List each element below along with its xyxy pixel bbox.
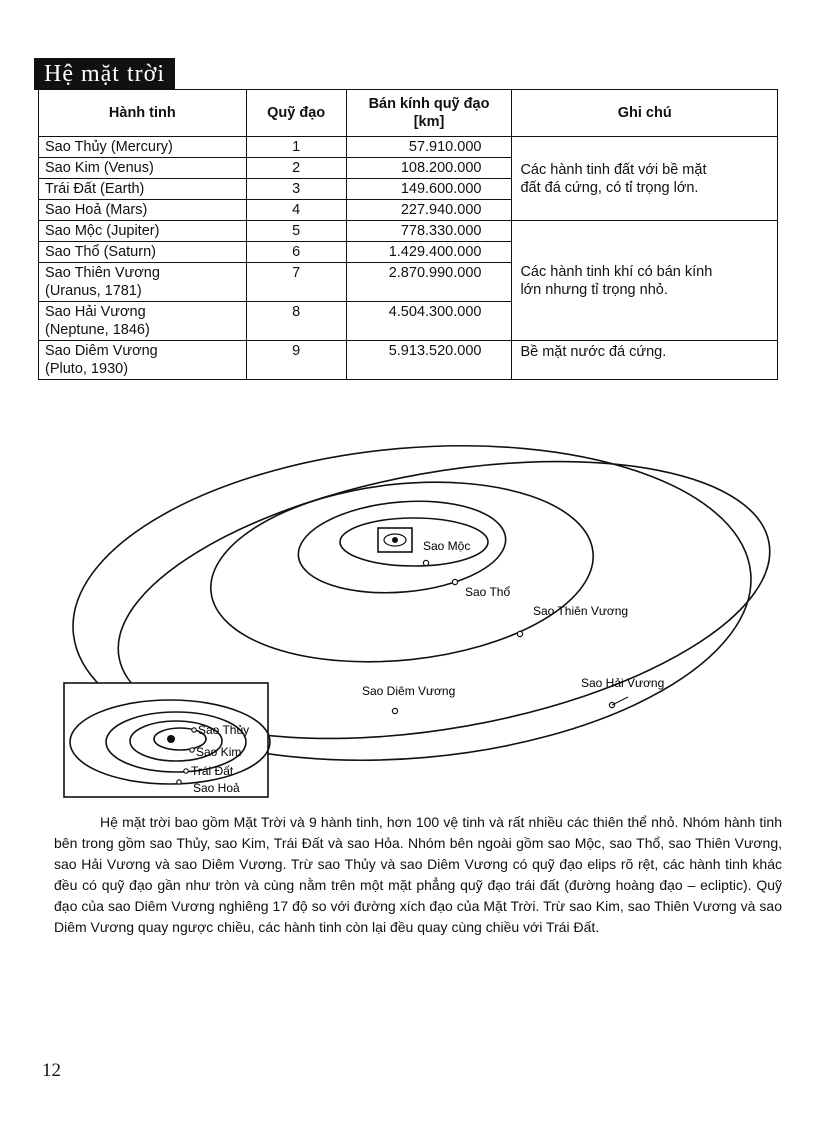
solar-system-diagram [0, 440, 816, 810]
planet-name: Sao Thổ (Saturn) [39, 242, 247, 263]
mercury-marker [192, 728, 196, 732]
body-paragraph: Hệ mặt trời bao gồm Mặt Trời và 9 hành tinh, hơn 100 vệ tinh và rất nhiều các thiên thể nhỏ. Nhóm hành tinh bên trong gồm sao Thủy, sao Kim, Trái Đất và sao Hỏa. Nhóm bên ngoài gồm sao Mộc, sao Thổ, sao Thiên Vương, sao Hải Vương và sao Diêm Vương. Trừ sao Thủy và sao Diêm Vương có quỹ đạo elips rõ rệt, các hành tinh khác đều có quỹ đạo gần như tròn và cùng nằm trên một mặt phẳng quỹ đạo trái đất (đường hoàng đạo – ecliptic). Quỹ đạo của sao Diêm Vương nghiêng 17 độ so với đường xích đạo của Mặt Trời. Trừ sao Kim, sao Thiên Vương và sao Diêm Vương quay ngược chiều, các hành tinh còn lại đều quay cùng chiều với Trái Đất. [54, 814, 782, 935]
planet-name-line1: Sao Hải Vương [45, 304, 146, 320]
note-gas-line1: Các hành tinh khí có bán kính [520, 263, 713, 280]
planet-name [39, 341, 247, 380]
planet-name-line2: (Pluto, 1930) [45, 361, 129, 377]
planet-name: Sao Thủy (Mercury) [39, 137, 247, 158]
orbit-number: 5 [246, 221, 346, 242]
page-title: Hệ mặt trời [34, 58, 175, 90]
pluto-marker [392, 708, 397, 713]
sun-inset [167, 735, 175, 743]
header-note: Ghi chú [512, 90, 778, 137]
uranus-marker [517, 631, 522, 636]
note-pluto: Bề mặt nước đá cứng. [512, 341, 778, 380]
note-gas-line2: lớn nhưng tỉ trọng nhỏ. [520, 281, 668, 298]
label-saturn: Sao Thổ [465, 585, 511, 599]
saturn-marker [452, 579, 457, 584]
planet-name: Sao Kim (Venus) [39, 158, 247, 179]
note-terrestrial-line1: Các hành tinh đất với bề mặt [520, 161, 707, 178]
table-header-row [39, 90, 778, 137]
header-radius-line1: Bán kính quỹ đạo [368, 96, 490, 112]
planet-table [38, 89, 778, 380]
orbit-number: 6 [246, 242, 346, 263]
planet-name [39, 302, 247, 341]
neptune-leader [612, 697, 628, 705]
orbit-radius: 4.504.300.000 [346, 302, 512, 341]
orbit-radius: 778.330.000 [346, 221, 512, 242]
orbit-number: 8 [246, 302, 346, 341]
orbit-radius: 227.940.000 [346, 200, 512, 221]
note-terrestrial-line2: đất đá cứng, có tỉ trọng lớn. [520, 179, 699, 196]
orbit-radius: 1.429.400.000 [346, 242, 512, 263]
orbit-radius: 149.600.000 [346, 179, 512, 200]
planet-name-line2: (Uranus, 1781) [45, 283, 142, 299]
label-uranus: Sao Thiên Vương [533, 604, 629, 618]
planet-name-line1: Sao Diêm Vương [45, 343, 158, 359]
earth-marker [184, 769, 188, 773]
label-jupiter: Sao Mộc [423, 539, 471, 553]
orbit-number: 9 [246, 341, 346, 380]
planet-name-line2: (Neptune, 1846) [45, 322, 150, 338]
planet-name: Sao Hoả (Mars) [39, 200, 247, 221]
note-terrestrial [512, 137, 778, 221]
label-earth: Trái Đất [191, 764, 234, 778]
orbit-number: 7 [246, 263, 346, 302]
planet-name: Trái Đất (Earth) [39, 179, 247, 200]
body-paragraph-block [54, 812, 782, 938]
orbit-radius: 57.910.000 [346, 137, 512, 158]
label-mars: Sao Hoả [193, 781, 240, 795]
orbit-number: 4 [246, 200, 346, 221]
planet-name-line1: Sao Thiên Vương [45, 265, 160, 281]
venus-marker [190, 748, 194, 752]
orbit-number: 2 [246, 158, 346, 179]
table-row [39, 221, 778, 242]
page-number: 12 [42, 1060, 61, 1081]
sun-dot [392, 537, 398, 543]
orbit-number: 1 [246, 137, 346, 158]
header-radius-line2: [km] [413, 114, 445, 130]
label-neptune: Sao Hải Vương [581, 676, 665, 690]
label-venus: Sao Kim [196, 745, 242, 759]
header-planet: Hành tinh [39, 90, 247, 137]
note-gas [512, 221, 778, 341]
orbit-radius: 5.913.520.000 [346, 341, 512, 380]
mars-marker [177, 780, 181, 784]
table-row [39, 341, 778, 380]
label-mercury: Sao Thủy [198, 723, 250, 737]
planet-name [39, 263, 247, 302]
table-row [39, 137, 778, 158]
orbit-radius: 2.870.990.000 [346, 263, 512, 302]
orbit-number: 3 [246, 179, 346, 200]
planet-name: Sao Mộc (Jupiter) [39, 221, 247, 242]
label-pluto: Sao Diêm Vương [362, 684, 456, 698]
jupiter-marker [423, 560, 428, 565]
header-orbit: Quỹ đạo [246, 90, 346, 137]
orbit-uranus [202, 464, 602, 679]
header-radius [346, 90, 512, 137]
orbit-radius: 108.200.000 [346, 158, 512, 179]
